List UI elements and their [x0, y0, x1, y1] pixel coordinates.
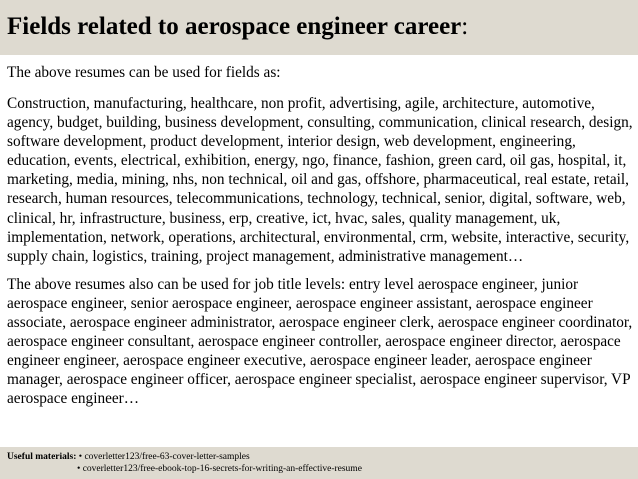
footer-link-cover-letter-samples[interactable]: • coverletter123/free-63-cover-letter-samples — [78, 452, 250, 462]
main-content — [7, 63, 633, 418]
fields-paragraph: Construction, manufacturing, healthcare, non profit, advertising, agile, architecture, automotive, agency, budget, building, business development, consulting, communication, clinical research, design, software development, product development, interior design, web development, engineering, education, events, electrical, exhibition, energy, ngo, finance, fashion, green card, oil gas, hospital, it, marketing, media, mining, nhs, non technical, oil and gas, offshore, pharmaceutical, real estate, retail, research, human resources, telecommunications, technology, technical, senior, digital, software, web, clinical, hr, infrastructure, business, erp, creative, ict, hvac, sales, quality management, uk, implementation, network, operations, architectural, environmental, crm, website, interactive, security, supply chain, logistics, training, project management, administrative management… — [7, 95, 633, 265]
job-titles-paragraph: The above resumes also can be used for job title levels: entry level aerospace engineer, junior aerospace engineer, senior aerospace engineer, aerospace engineer assistant, aerospace engineer associate, aerospace engineer administrator, aerospace engineer clerk, aerospace engineer coordinator, aerospace engineer consultant, aerospace engineer controller, aerospace engineer director, aerospace engineer engineer, aerospace engineer executive, aerospace engineer leader, aerospace engineer manager, aerospace engineer officer, aerospace engineer specialist, aerospace engineer supervisor, VP aerospace engineer… — [7, 275, 633, 408]
footer-row-1 — [7, 451, 638, 463]
page-title — [7, 12, 638, 42]
header-banner — [0, 0, 638, 55]
page-title-text: Fields related to aerospace engineer career — [7, 13, 462, 40]
footer-label: Useful materials: — [7, 452, 77, 462]
footer-row-2 — [7, 463, 638, 475]
footer-banner — [0, 447, 638, 479]
intro-text: The above resumes can be used for fields as: — [7, 64, 281, 81]
footer-link-ebook[interactable]: • coverletter123/free-ebook-top-16-secrets-for-writing-an-effective-resume — [77, 464, 362, 474]
page-title-colon: : — [461, 13, 469, 40]
